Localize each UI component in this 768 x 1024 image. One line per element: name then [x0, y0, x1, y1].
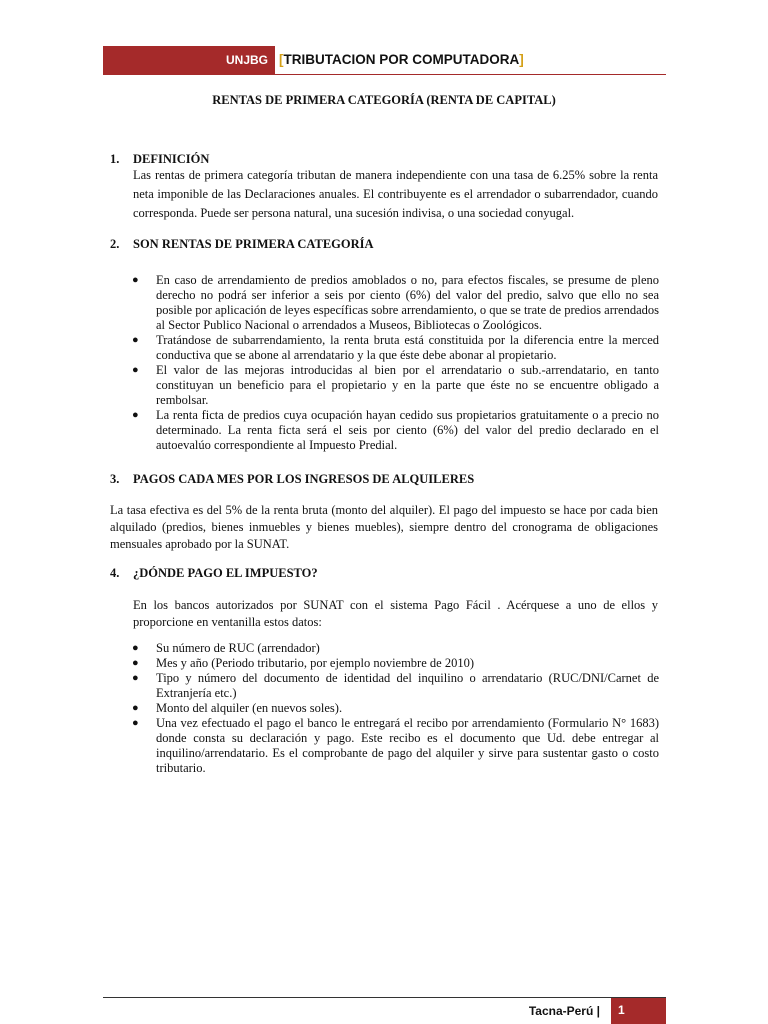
header-course-title — [279, 46, 524, 74]
list-item-text: Una vez efectuado el pago el banco le entregará el recibo por arrendamiento (Formulario N° 1683) donde consta su declaración y pago. Este recibo es el documento que Ud. debe entregar al inquilino/arrendatario. Es el comprobante de pago del alquiler y sirve para sustentar gasto o costo tributario. — [156, 716, 659, 775]
bullet-icon: ● — [132, 409, 139, 421]
header-bracket-close: ] — [519, 52, 524, 67]
section-2-heading — [110, 237, 374, 252]
document-title: RENTAS DE PRIMERA CATEGORÍA (RENTA DE CAPITAL) — [212, 93, 556, 107]
section-3-title: PAGOS CADA MES POR LOS INGRESOS DE ALQUILERES — [133, 472, 475, 486]
list-item-text: Mes y año (Periodo tributario, por ejemplo noviembre de 2010) — [156, 656, 474, 670]
header-rule — [103, 74, 666, 75]
list-item-text: En caso de arrendamiento de predios amoblados o no, para efectos fiscales, se presume de pleno derecho no podrá ser inferior a seis por ciento (6%) del valor del predio, salvo que ello no sea posible por aplicación de leyes específicas sobre arrendamiento, o que se trate de predios arrendados al Sector Publico Nacional o arrendados a Museos, Bibliotecas o Zoológicos. — [156, 273, 659, 332]
header-course: TRIBUTACION POR COMPUTADORA — [283, 52, 520, 67]
list-item-text: Tratándose de subarrendamiento, la renta bruta está constituida por la diferencia entre la merced conductiva que se abone al arrendatario y la que éste debe abonar al propietario. — [156, 333, 659, 362]
list-item — [132, 656, 659, 671]
bullet-icon: ● — [132, 702, 139, 714]
header-org: UNJBG — [225, 53, 268, 67]
footer-rule — [103, 997, 666, 998]
bullet-icon: ● — [132, 274, 139, 286]
section-3-heading — [110, 472, 474, 487]
list-item-text: El valor de las mejoras introducidas al bien por el arrendatario o sub.-arrendatario, en tanto constituyan un beneficio para el propietario y en la parte que éste no se encuentre obligado a rembolsar. — [156, 363, 659, 407]
section-2-list — [132, 273, 659, 453]
list-item — [132, 273, 659, 333]
section-4-title: ¿DÓNDE PAGO EL IMPUESTO? — [133, 566, 318, 580]
bullet-icon: ● — [132, 642, 139, 654]
section-4-number: 4. — [110, 566, 120, 580]
section-2-title: SON RENTAS DE PRIMERA CATEGORÍA — [133, 237, 374, 251]
bullet-icon: ● — [132, 334, 139, 346]
list-item-text: Monto del alquiler (en nuevos soles). — [156, 701, 343, 715]
section-4-paragraph: En los bancos autorizados por SUNAT con el sistema Pago Fácil . Acérquese a uno de ellos y proporcione en ventanilla estos datos: — [133, 598, 658, 629]
section-1-heading — [110, 152, 209, 167]
list-item — [132, 363, 659, 408]
list-item-text: Tipo y número del documento de identidad del inquilino o arrendatario (RUC/DNI/Carnet de Extranjería etc.) — [156, 671, 659, 700]
list-item — [132, 701, 659, 716]
section-1-number: 1. — [110, 152, 120, 166]
bullet-icon: ● — [132, 717, 139, 729]
list-item — [132, 333, 659, 363]
section-2-number: 2. — [110, 237, 120, 251]
section-4-heading — [110, 566, 318, 581]
list-item — [132, 408, 659, 453]
section-4-list — [132, 641, 659, 776]
list-item-text: La renta ficta de predios cuya ocupación hayan cedido sus propietarios gratuitamente o a precio no determinado. La renta ficta será el seis por ciento (6%) del valor del predio declarado en el autoevalúo correspondiente al Impuesto Predial. — [156, 408, 659, 452]
bullet-icon: ● — [132, 672, 139, 684]
page-header — [103, 46, 666, 74]
list-item — [132, 671, 659, 701]
list-item — [132, 716, 659, 776]
list-item-text: Su número de RUC (arrendador) — [156, 641, 320, 655]
footer-separator: | — [596, 1004, 600, 1018]
header-bracket-open: [ — [279, 52, 284, 67]
bullet-icon: ● — [132, 657, 139, 669]
section-3-paragraph: La tasa efectiva es del 5% de la renta bruta (monto del alquiler). El pago del impuesto se hace por cada bien alquilado (predios, bienes inmuebles y bienes muebles), siempre dentro del cronograma de obligaciones mensuales aprobado por la SUNAT. — [110, 503, 658, 551]
list-item — [132, 641, 659, 656]
bullet-icon: ● — [132, 364, 139, 376]
section-1-title: DEFINICIÓN — [133, 152, 210, 166]
page-number: 1 — [611, 998, 666, 1024]
footer-place-text: Tacna-Perú — [528, 1004, 594, 1018]
section-1-paragraph: Las rentas de primera categoría tributan de manera independiente con una tasa de 6.25% sobre la renta neta imponible de las Declaraciones anuales. El contribuyente es el arrendador o subarrendador, cuando corresponda. Puede ser persona natural, una sucesión indivisa, o una sociedad conyugal. — [133, 168, 658, 220]
section-3-number: 3. — [110, 472, 120, 486]
footer-location — [480, 1000, 600, 1022]
